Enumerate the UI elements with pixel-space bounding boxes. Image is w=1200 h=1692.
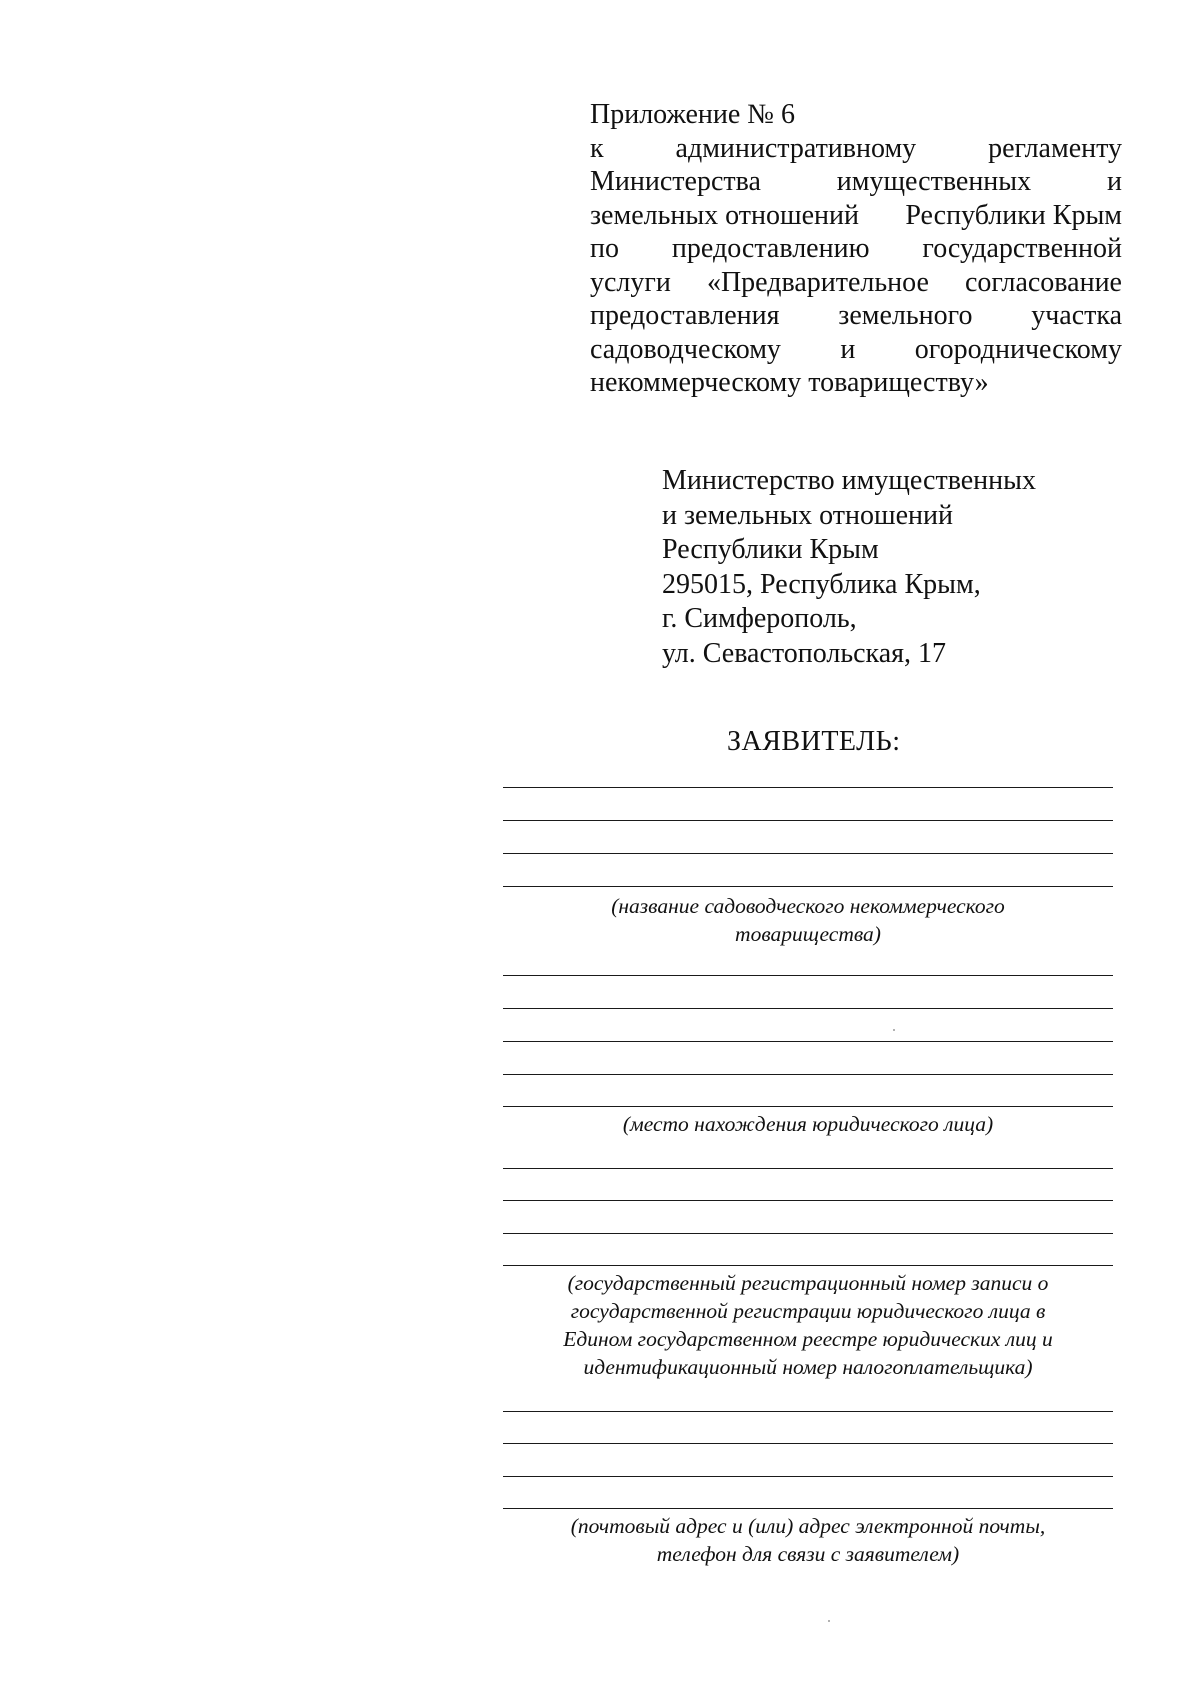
addressee-line: Министерство имущественных [662, 465, 1036, 496]
appendix-line [590, 165, 1122, 199]
caption-line: телефон для связи с заявителем) [656, 1542, 960, 1566]
appendix-word: регламенту [988, 132, 1122, 164]
appendix-line [590, 266, 1122, 300]
fill-in-line[interactable] [503, 1168, 1113, 1169]
fill-in-line[interactable] [503, 1508, 1113, 1509]
fill-in-line[interactable] [503, 853, 1113, 854]
appendix-line [590, 232, 1122, 266]
fill-in-line[interactable] [503, 1443, 1113, 1444]
addressee-line: Республики Крым [662, 534, 879, 565]
fill-in-line[interactable] [503, 820, 1113, 821]
appendix-word: некоммерческому товариществу» [590, 367, 989, 398]
addressee-line: ул. Севастопольская, 17 [662, 637, 947, 669]
caption-line: государственной регистрации юридического лица в [570, 1299, 1046, 1323]
fill-in-line[interactable] [503, 1008, 1113, 1009]
appendix-word: земельных отношений [590, 199, 859, 231]
appendix-word: «Предварительное [706, 266, 929, 298]
addressee-line: и земельных отношений [662, 499, 953, 531]
addressee-line: 295015, Республика Крым, [662, 568, 981, 600]
appendix-word: услуги [590, 266, 671, 298]
appendix-word: по [590, 233, 619, 264]
appendix-word: имущественных [836, 166, 1032, 197]
caption-line: (название садоводческого некоммерческого [611, 894, 1005, 918]
appendix-word: огородническому [914, 333, 1122, 365]
appendix-block [590, 98, 1122, 400]
appendix-word: Министерства [590, 166, 761, 197]
appendix-word: предоставлению [671, 233, 870, 264]
appendix-line [590, 199, 1122, 233]
caption-contacts [503, 1512, 1113, 1568]
fill-in-line[interactable] [503, 1265, 1113, 1266]
caption-line: (государственный регистрационный номер записи о [567, 1271, 1049, 1295]
fill-in-line[interactable] [503, 1233, 1113, 1234]
fill-in-line[interactable] [503, 1041, 1113, 1042]
fill-in-line[interactable] [503, 1411, 1113, 1412]
caption-line: идентификационный номер налогоплательщика) [583, 1355, 1033, 1379]
caption-organization-name [503, 892, 1113, 948]
addressee-block [662, 464, 1036, 671]
appendix-word: и [1107, 166, 1122, 197]
appendix-word: земельного [838, 300, 973, 331]
caption-registration-numbers [503, 1269, 1113, 1381]
appendix-line [590, 366, 1122, 400]
appendix-word: участка [1031, 300, 1122, 331]
appendix-word: административному [675, 132, 917, 164]
appendix-word: согласование [964, 266, 1122, 298]
applicant-heading: ЗАЯВИТЕЛЬ: [727, 726, 901, 757]
scan-speck [828, 1620, 830, 1622]
fill-in-line[interactable] [503, 1476, 1113, 1477]
addressee-line: г. Симферополь, [662, 603, 857, 634]
caption-line: (почтовый адрес и (или) адрес электронной почты, [570, 1514, 1046, 1538]
appendix-word: предоставления [590, 300, 780, 331]
appendix-word: и [840, 333, 856, 365]
caption-line: товарищества) [735, 922, 881, 946]
caption-line: (место нахождения юридического лица) [622, 1112, 994, 1136]
fill-in-line[interactable] [503, 1074, 1113, 1075]
appendix-line [590, 132, 1122, 166]
caption-legal-address [503, 1110, 1113, 1138]
fill-in-line[interactable] [503, 787, 1113, 788]
fill-in-line[interactable] [503, 1106, 1113, 1107]
appendix-word: садоводческому [590, 333, 781, 365]
appendix-line [590, 299, 1122, 333]
fill-in-line[interactable] [503, 975, 1113, 976]
appendix-word: государственной [922, 233, 1122, 264]
caption-line: Едином государственном реестре юридических лиц и [563, 1327, 1053, 1351]
fill-in-line[interactable] [503, 1200, 1113, 1201]
scan-speck [893, 1029, 895, 1031]
appendix-line [590, 333, 1122, 367]
fill-in-line[interactable] [503, 886, 1113, 887]
appendix-word: к [590, 132, 604, 164]
appendix-title: Приложение № 6 [590, 99, 795, 130]
appendix-word: Республики Крым [905, 199, 1122, 231]
